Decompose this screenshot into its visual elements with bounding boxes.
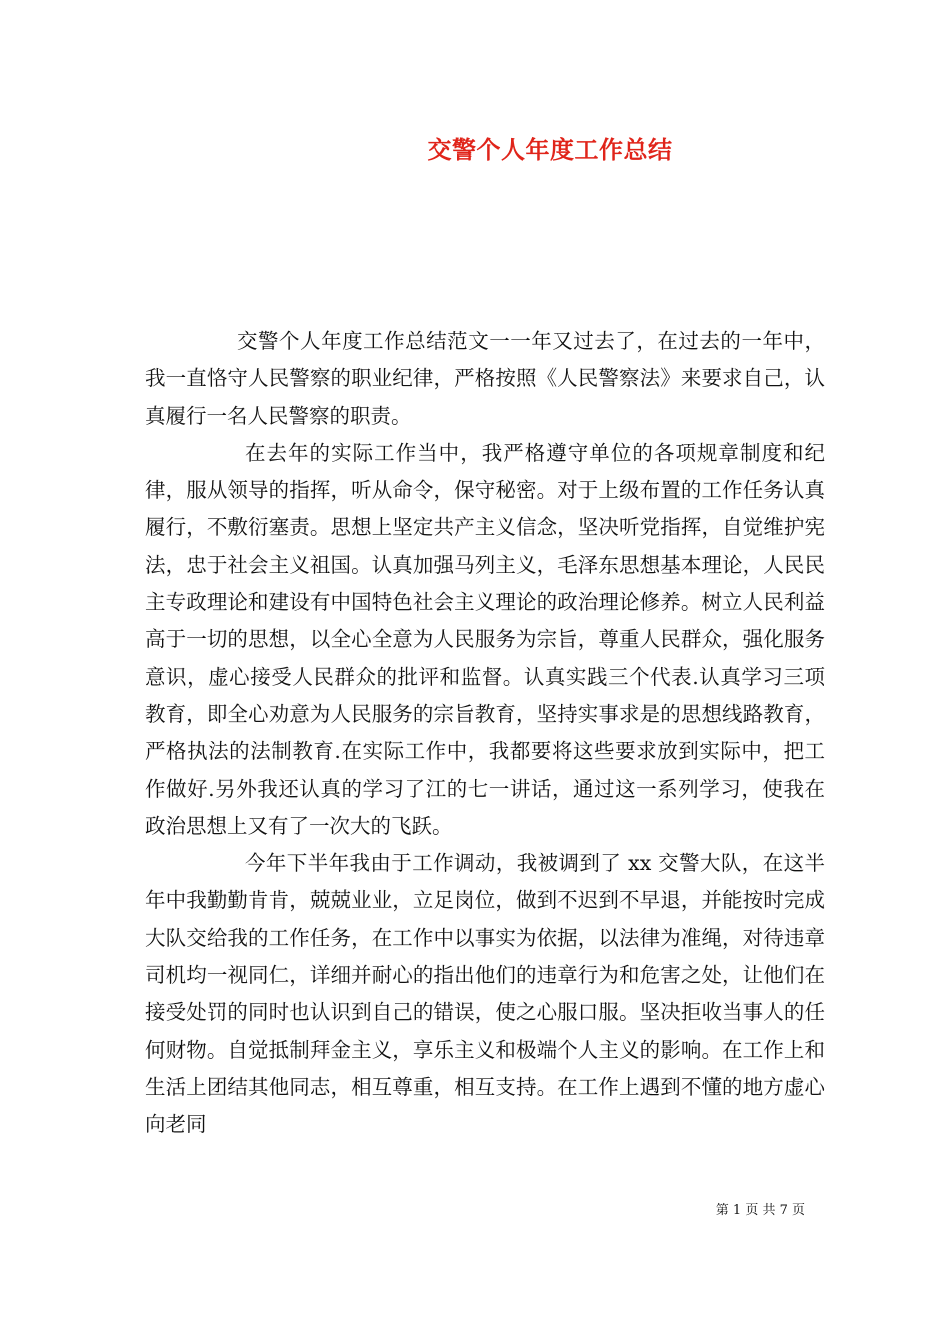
paragraph-3: 今年下半年我由于工作调动，我被调到了 xx 交警大队，在这半年中我勤勤肯肯，兢兢业业，立足岗位，做到不迟到不早退，并能按时完成大队交给我的工作任务，在工作中以事实为依据，以法律为准绳，对待违章司机均一视同仁，详细并耐心的指出他们的违章行为和危害之处，让他们在接受处罚的同时也认识到自己的错误，使之心服口服。坚决拒收当事人的任何财物。自觉抵制拜金主义，享乐主义和极端个人主义的影响。在工作上和生活上团结其他同志，相互尊重，相互支持。在工作上遇到不懂的地方虚心向老同	[145, 851, 825, 1137]
paragraph-2: 在去年的实际工作当中，我严格遵守单位的各项规章制度和纪律，服从领导的指挥，听从命令，保守秘密。对于上级布置的工作任务认真履行，不敷衍塞责。思想上坚定共产主义信念，坚决听党指挥，自觉维护宪法，忠于社会主义祖国。认真加强马列主义，毛泽东思想基本理论，人民民主专政理论和建设有中国特色社会主义理论的政治理论修养。树立人民利益高于一切的思想，以全心全意为人民服务为宗旨，尊重人民群众，强化服务意识，虚心接受人民群众的批评和监督。认真实践三个代表.认真学习三项教育，即全心劝意为人民服务的宗旨教育，坚持实事求是的思想线路教育，严格执法的法制教育.在实际工作中，我都要将这些要求放到实际中，把工作做好.另外我还认真的学习了江的七一讲话，通过这一系列学习，使我在政治思想上又有了一次大的飞跃。	[145, 440, 825, 838]
document-body	[145, 323, 825, 1144]
page-number-footer: 第 1 页 共 7 页	[715, 1203, 805, 1218]
paragraph-1: 交警个人年度工作总结范文一一年又过去了，在过去的一年中，我一直恪守人民警察的职业纪律，严格按照《人民警察法》来要求自己，认真履行一名人民警察的职责。	[145, 329, 825, 428]
document-title: 交警个人年度工作总结	[427, 136, 673, 164]
